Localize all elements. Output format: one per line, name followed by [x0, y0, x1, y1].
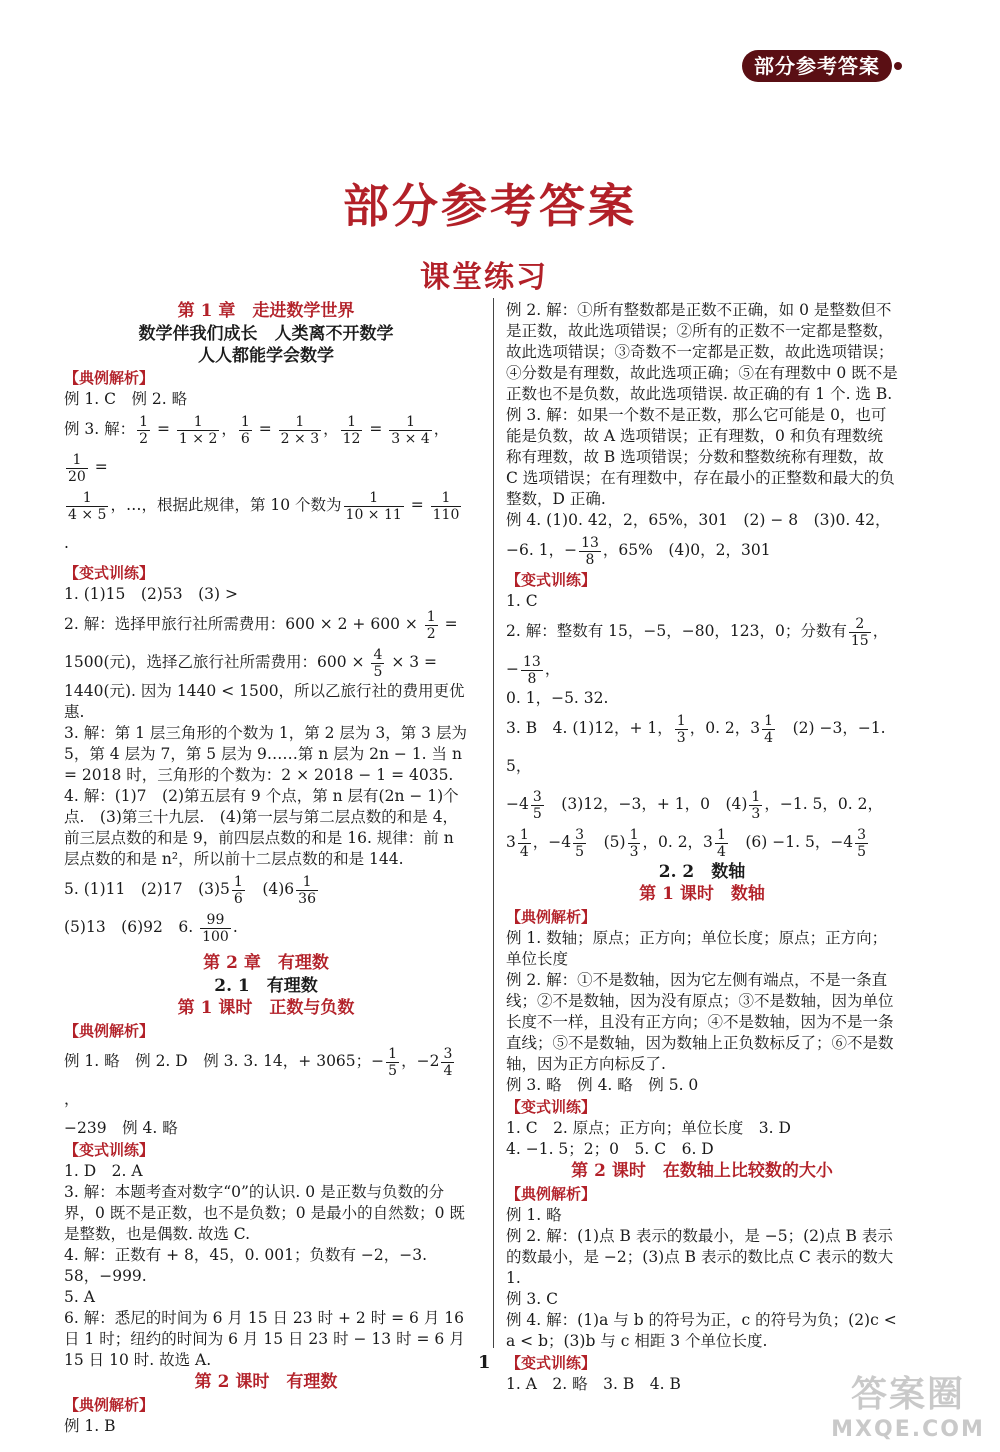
answer-text: × 3 =: [391, 653, 438, 671]
answer-line: 2. 解：选择甲旅行社所需费用：600 × 2 + 600 × $\frac{1}{2}$ =: [64, 608, 458, 642]
answer-line: 0. 1，−5. 32.: [506, 689, 609, 707]
answer-text: (4)6: [262, 880, 295, 898]
answer-text: (3)12，−3，+ 1，0 (4): [561, 795, 748, 813]
fraction: $\frac{13}{8}$: [581, 534, 599, 568]
answer-text: 3: [506, 833, 516, 851]
fraction: $\frac{1}{2}$: [426, 608, 436, 642]
answer-line: 例 1. B: [64, 1417, 116, 1435]
section-label: 【典例解析】: [506, 1185, 597, 1203]
answer-line: [506, 785, 898, 823]
section-heading: 2. 2 数轴: [658, 862, 746, 882]
chapter-1-subtitle: 数学伴我们成长 人类离不开数学: [138, 324, 394, 344]
answer-line: 1440(元). 因为 1440 < 1500，所以乙旅行社的费用更优惠.: [64, 682, 465, 721]
fraction: $\frac{1}{4}$: [764, 712, 774, 746]
page-number: 1: [478, 1352, 491, 1373]
answer-line: 1. C: [506, 592, 538, 610]
lesson-heading: 第 1 课时 数轴: [639, 884, 765, 904]
page-title: 部分参考答案: [343, 179, 637, 233]
fraction: $\frac{1}{5}$: [388, 1045, 398, 1079]
answer-text: ，−2: [401, 1052, 440, 1070]
answer-text: −6. 1，−: [506, 541, 578, 559]
watermark-url: MXQE.COM: [831, 1417, 985, 1442]
answer-text: ，0. 2，3: [689, 719, 761, 737]
section-label: 【变式训练】: [506, 1098, 597, 1116]
fraction: $\frac{1}{2}$: [139, 413, 149, 447]
section-label: 【变式训练】: [506, 571, 597, 589]
answer-line: 例 3. 略 例 4. 略 例 5. 0: [506, 1076, 699, 1094]
answer-line: 1. A 2. 略 3. B 4. B: [506, 1375, 681, 1393]
section-label: 【变式训练】: [64, 564, 155, 582]
answer-line: 例 3. 解： $\frac{1}{2}$ = $\frac{1}{1 \times 2}$ ， $\frac{1}{6}$ = $\frac{1}{2 \times 3}$ ， $\frac{1}{12}$ = $\frac{1}{3 \times 4}$ ， $\frac{1}{20}$ =: [64, 413, 450, 485]
answer-line: 例 2. 解：①不是数轴，因为它左侧有端点，不是一条直线；②不是数轴，因为没有原点；③不是数轴，因为单位长度不一样，且没有正方向；④不是数轴，因为不是一条直线；⑤不是数轴，因为数轴上正负数标反了；⑥不是数轴，因为正方向标反了.: [506, 971, 894, 1073]
answer-text: 2. 解：选择甲旅行社所需费用：600 × 2 + 600 ×: [64, 615, 418, 633]
answer-text: ，0. 2，3: [642, 833, 713, 851]
lesson-heading: 第 2 课时 在数轴上比较数的大小: [571, 1161, 833, 1181]
answer-text: ，…，根据此规律，第 10 个数为: [110, 496, 342, 514]
section-label: 【变式训练】: [506, 1354, 597, 1372]
fraction: $\frac{2}{15}$: [850, 615, 869, 649]
answer-line: (5)13 (6)92 6. $\frac{99}{100}$ .: [64, 911, 238, 945]
answer-line: [64, 1042, 468, 1118]
fraction: $\frac{1}{4 \times 5}$: [68, 489, 107, 523]
answer-text: ，−1. 5，0. 2，: [764, 795, 883, 813]
fraction: $\frac{99}{100}$: [202, 911, 229, 945]
answer-text: 3. B 4. (1)12，+ 1，: [506, 719, 673, 737]
fraction: $\frac{1}{3}$: [676, 712, 686, 746]
section-label: 【典例解析】: [64, 1396, 155, 1414]
chapter-1-title: 第 1 章 走进数学世界: [177, 301, 355, 321]
column-divider: [493, 298, 494, 1348]
answer-line: [506, 709, 898, 785]
section-label: 【典例解析】: [64, 1022, 155, 1040]
answer-line: 4. 解：(1)7 (2)第五层有 9 个点，第 n 层有(2n − 1)个点. (3)第三十九层. (4)第一层与第二层点数的和是 4，前三层点数的和是 9，前四层点数的和是 16. 规律：前 n 层点数的和是 n²，所以前十二层点数的和是 144.: [64, 787, 459, 868]
chapter-2-title: 第 2 章 有理数: [203, 953, 329, 973]
section-label: 【变式训练】: [64, 1141, 155, 1159]
section-title: 课堂练习: [420, 260, 548, 295]
answer-text: 2. 解：整数有 15，−5，−80，123，0；分数有: [506, 622, 847, 640]
answer-text: ，65% (4)0，2，301: [602, 541, 771, 559]
watermark-logo: [828, 1366, 988, 1442]
answer-line: [506, 531, 898, 569]
fraction: $\frac{1}{6}$: [233, 873, 243, 907]
fraction: $\frac{1}{3}$: [629, 826, 639, 860]
answer-line: 例 1. 数轴；原点；正方向；单位长度；原点；正方向；单位长度: [506, 929, 888, 968]
answer-line: 例 2. 解：(1)点 B 表示的数最小，是 −5；(2)点 B 表示的数最小，是 −2；(3)点 B 表示的数比点 C 表示的数大 1.: [506, 1227, 894, 1287]
answer-line: $\frac{1}{4 \times 5}$ ，…，根据此规律，第 10 个数为 $\frac{1}{10 \times 11}$ = $\frac{1}{110}$ .: [64, 489, 460, 552]
answer-line: [506, 823, 898, 861]
answer-line: 例 3. 解：如果一个数不是正数，那么它可能是 0，也可能是负数，故 A 选项错误；正有理数，0 和负有理数统称有理数，故 B 选项错误；分数和整数统称有理数，故 C 选项错误；在有理数中，存在最小的正整数和最大的负整数，D 正确.: [506, 406, 895, 508]
fraction: $\frac{1}{20}$: [68, 451, 86, 485]
fraction: $\frac{4}{5}$: [373, 646, 383, 680]
answer-line: 1. D 2. A: [64, 1162, 143, 1180]
chapter-1-subtitle: 人人都能学会数学: [198, 346, 334, 366]
answer-line: 1. C 2. 原点；正方向；单位长度 3. D: [506, 1119, 791, 1137]
answer-line: 3. 解：本题考查对数字“0”的认识. 0 是正数与负数的分界，0 既不是正数，也不是负数；0 是最小的自然数；0 既是整数，也是偶数. 故选 C.: [64, 1183, 465, 1243]
answer-text: −4: [506, 795, 529, 813]
fraction: $\frac{1}{2 \times 3}$: [280, 413, 320, 447]
fraction: $\frac{1}{3}$: [751, 788, 761, 822]
answer-line: [506, 612, 898, 688]
answer-text: ，−4: [532, 833, 572, 851]
fraction: $\frac{1}{12}$: [342, 413, 361, 447]
answer-text: ，: [544, 660, 561, 678]
answer-line: 6. 解：悉尼的时间为 6 月 15 日 23 时 + 2 时 = 6 月 16 日 1 时；纽约的时间为 6 月 15 日 23 时 − 13 时 = 6 月 15 日 10 时. 故选 A.: [64, 1309, 465, 1369]
answer-text: 5. (1)11 (2)17 (3)5: [64, 880, 230, 898]
fraction: $\frac{1}{36}$: [298, 873, 316, 907]
header-tab: 部分参考答案: [742, 50, 892, 82]
answer-line: 3. 解：第 1 层三角形的个数为 1，第 2 层为 3，第 3 层为 5，第 4 层为 7，第 5 层为 9……第 n 层为 2n − 1. 当 n = 2018 时，三角形的个数为：2 × 2018 − 1 = 4035.: [64, 724, 467, 784]
answer-line: −239 例 4. 略: [64, 1119, 178, 1137]
fraction: $\frac{1}{110}$: [432, 489, 460, 523]
answer-line: 例 2. 解：①所有整数都是正数不正确，如 0 是整数但不是正数，故此选项错误；②所有的正数不一定都是整数，故此选项错误；③奇数不一定都是正数，故此选项错误；④分数是有理数，故此选项正确；⑤在有理数中 0 既不是正数也不是负数，故此选项错误. 故正确的有 1 个. 选 B.: [506, 301, 898, 403]
answer-line: 例 1. C 例 2. 略: [64, 390, 188, 408]
right-column: [506, 300, 898, 1395]
answer-line: [64, 870, 468, 908]
answer-line: 例 3. C: [506, 1290, 559, 1308]
left-column: [64, 300, 468, 1437]
answer-line: 例 4. (1)0. 42，2，65%，301 (2) − 8 (3)0. 42，: [506, 511, 891, 529]
answer-text: (2) −3，−1. 5，: [506, 719, 886, 775]
answer-text: (5): [603, 833, 626, 851]
fraction: $\frac{1}{10 \times 11}$: [345, 489, 402, 523]
answer-line: [64, 643, 468, 681]
fraction: $\frac{1}{6}$: [240, 413, 250, 447]
section-label: 【典例解析】: [506, 908, 597, 926]
answer-text: (6) −1. 5，−4: [745, 833, 854, 851]
fraction: $\frac{1}{3 \times 4}$: [391, 413, 430, 447]
fraction: $\frac{3}{5}$: [532, 788, 542, 822]
answer-line: 例 1. 略: [506, 1206, 562, 1224]
answer-text: (5)13 (6)92 6.: [64, 918, 194, 936]
answer-line: 1. (1)15 (2)53 (3) >: [64, 585, 238, 603]
fraction: $\frac{3}{5}$: [857, 826, 867, 860]
watermark-text: 答案圈: [850, 1374, 965, 1415]
lesson-heading: 第 1 课时 正数与负数: [177, 998, 355, 1018]
answer-text: ，−: [506, 622, 889, 678]
answer-line: 4. −1. 5；2；0 5. C 6. D: [506, 1140, 714, 1158]
fraction: $\frac{3}{4}$: [443, 1045, 453, 1079]
section-label: 【典例解析】: [64, 369, 155, 387]
answer-line: 4. 解：正数有 + 8，45，0. 001；负数有 −2，−3. 58，−999.: [64, 1246, 427, 1285]
section-heading: 2. 1 有理数: [214, 976, 318, 996]
lesson-heading: 第 2 课时 有理数: [194, 1372, 338, 1392]
fraction: $\frac{1}{4}$: [716, 826, 726, 860]
fraction: $\frac{1}{4}$: [519, 826, 529, 860]
fraction: $\frac{3}{5}$: [575, 826, 585, 860]
answer-text: 例 3. 解：: [64, 420, 136, 438]
answer-text: 1500(元)，选择乙旅行社所需费用：600 ×: [64, 653, 365, 671]
answer-line: 例 4. 解：(1)a 与 b 的符号为正，c 的符号为负；(2)c < a < b；(3)b 与 c 相距 3 个单位长度.: [506, 1311, 897, 1350]
fraction: $\frac{13}{8}$: [523, 653, 541, 687]
answer-text: ，: [64, 1090, 80, 1108]
answer-line: 5. A: [64, 1288, 95, 1306]
answer-text: 例 1. 略 例 2. D 例 3. 3. 14，+ 3065；−: [64, 1052, 385, 1070]
fraction: $\frac{1}{1 \times 2}$: [178, 413, 218, 447]
